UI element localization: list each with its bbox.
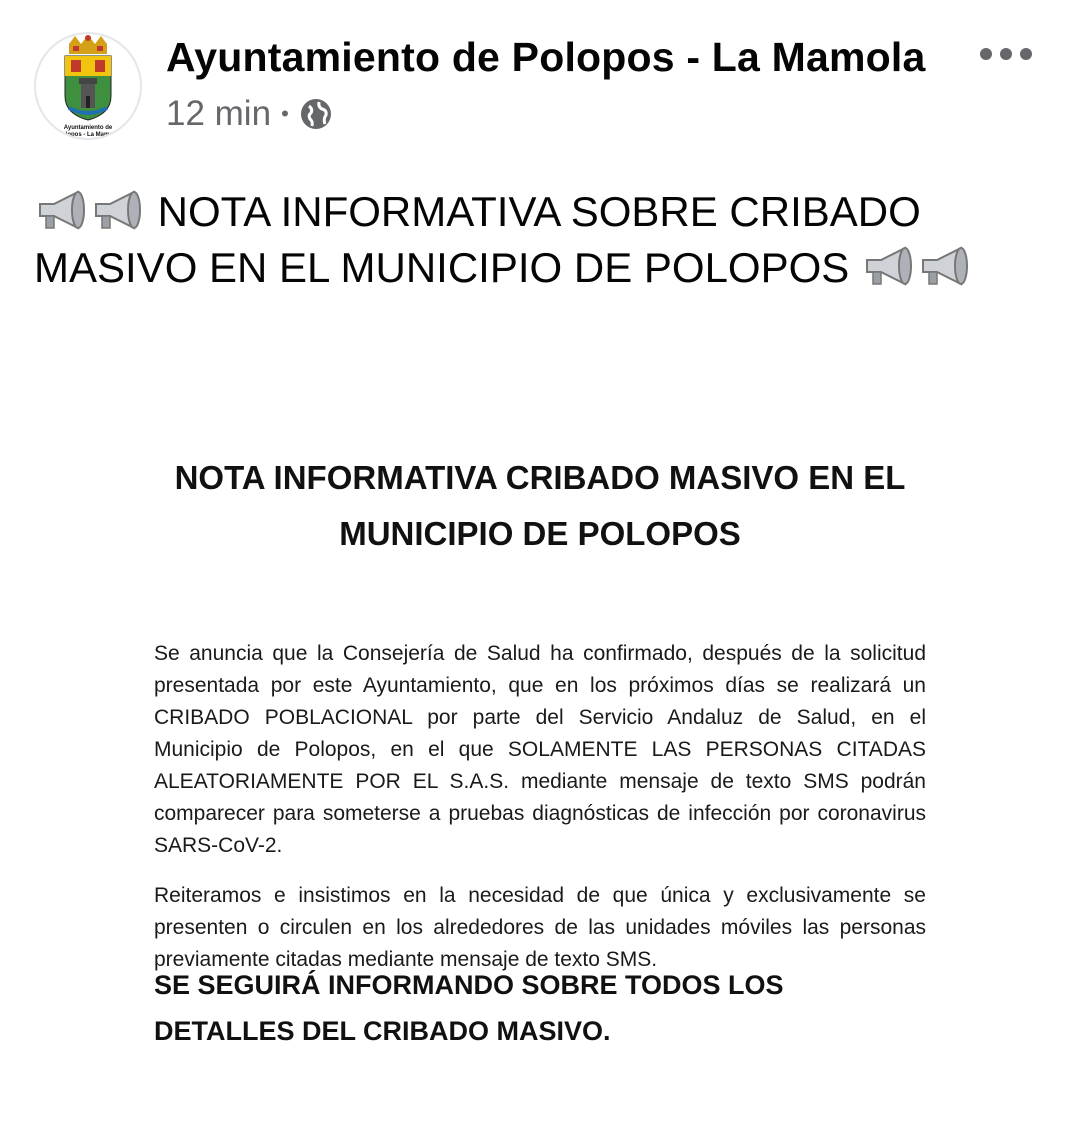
document-footer: SE SEGUIRÁ INFORMANDO SOBRE TODOS LOS DETALLES DEL CRIBADO MASIVO. (154, 970, 784, 1046)
post-meta (166, 94, 333, 134)
meta-separator: • (281, 101, 289, 126)
megaphone-icon (917, 244, 971, 288)
post-caption (34, 184, 994, 296)
logo-text-line2: Polopos - La Mamola (57, 132, 119, 138)
document-paragraph: Reiteramos e insistimos en la necesidad de que única y exclusivamente se presenten o circulen en los alrededores de las unidades móviles las personas previamente citadas mediante mensaje de texto SMS. (154, 884, 926, 971)
document-title: NOTA INFORMATIVA CRIBADO MASIVO EN EL MUNICIPIO DE POLOPOS (174, 459, 906, 552)
more-dot (980, 48, 992, 60)
more-dot (1020, 48, 1032, 60)
coat-of-arms-icon (43, 34, 133, 138)
logo-text-line1: Ayuntamiento de (63, 125, 113, 131)
caption-text: NOTA INFORMATIVA SOBRE CRIBADO MASIVO EN EL MUNICIPIO DE POLOPOS (34, 188, 921, 291)
page-name[interactable]: Ayuntamiento de Polopos - La Mamola (166, 34, 926, 80)
megaphone-icon (861, 244, 915, 288)
post-image-document[interactable] (0, 330, 1080, 1137)
globe-icon[interactable] (299, 97, 333, 131)
document-body (154, 638, 926, 994)
megaphone-icon (90, 188, 144, 232)
more-options-icon[interactable] (980, 38, 1032, 70)
post-timestamp[interactable]: 12 min (166, 94, 272, 133)
more-dot (1000, 48, 1012, 60)
megaphone-icon (34, 188, 88, 232)
page-avatar[interactable] (34, 32, 142, 140)
document-paragraph: Se anuncia que la Consejería de Salud ha confirmado, después de la solicitud presentada por este Ayuntamiento, que en los próximos días se realizará un CRIBADO POBLACIONAL por parte del Servicio Andaluz de Salud, en el Municipio de Polopos, en el que SOLAMENTE LAS PERSONAS CITADAS ALEATORIAMENTE POR EL S.A.S. mediante mensaje de texto SMS podrán comparecer para someterse a pruebas diagnósticas de infección por coronavirus SARS-CoV-2. (154, 642, 926, 857)
